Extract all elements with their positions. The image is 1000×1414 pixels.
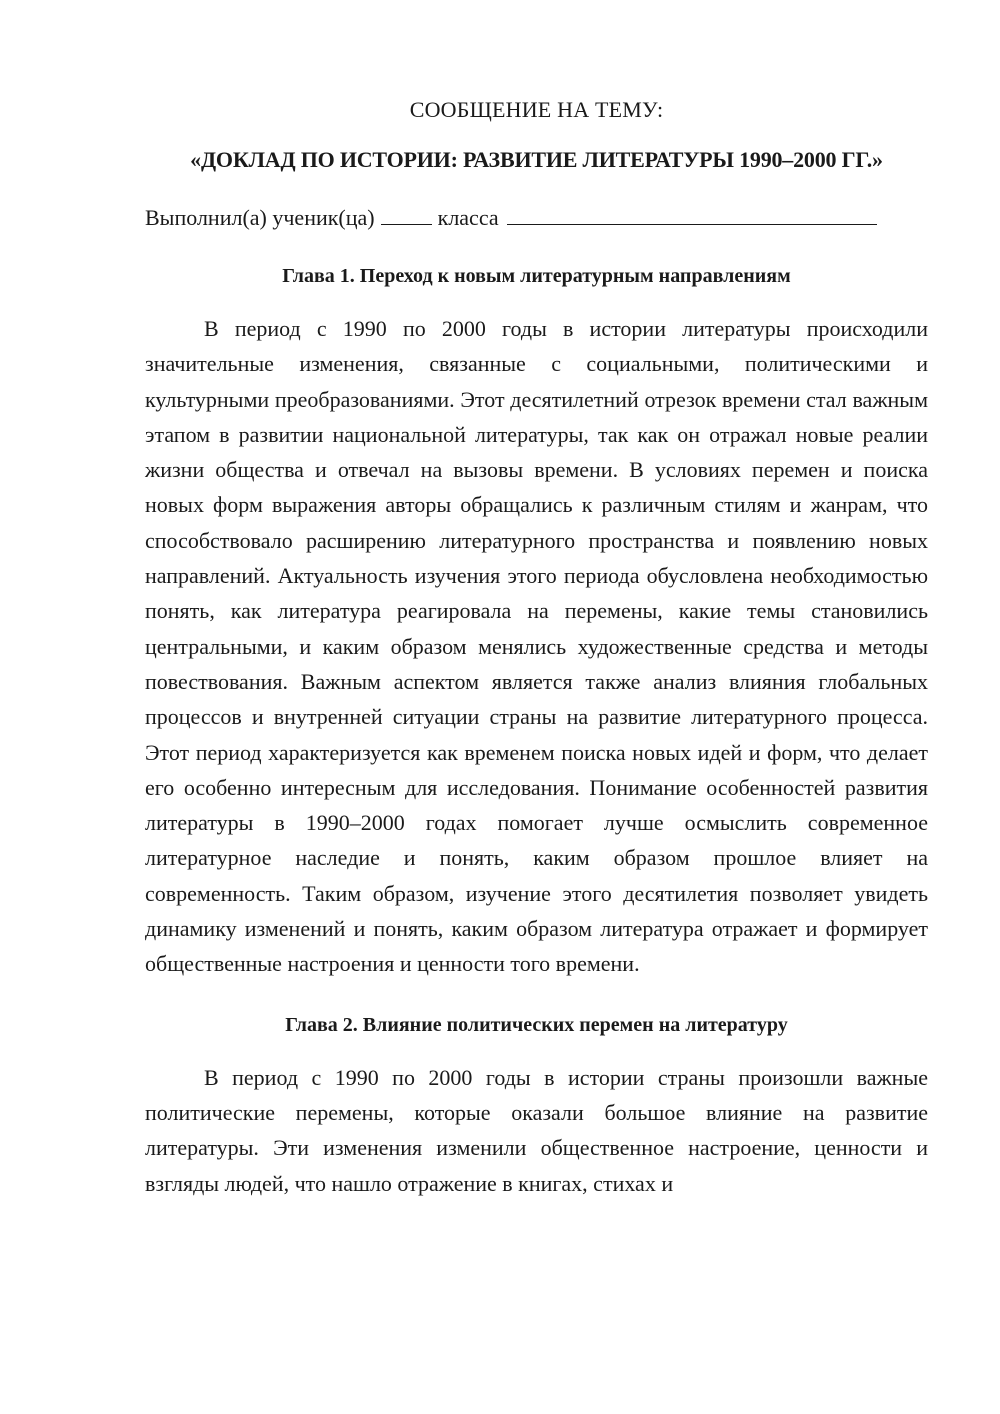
document-title: «ДОКЛАД ПО ИСТОРИИ: РАЗВИТИЕ ЛИТЕРАТУРЫ 1990–2000 ГГ.»	[190, 147, 883, 172]
performer-line	[145, 204, 928, 232]
student-name-blank	[507, 204, 877, 225]
document-heading: СООБЩЕНИЕ НА ТЕМУ:	[409, 97, 664, 122]
performer-prefix: Выполнил(а) ученик(ца)	[145, 205, 375, 230]
chapter-1-text: В период с 1990 по 2000 годы в истории литературы происходили значительные изменения, связанные с социальными, политическими и культурными преобразованиями. Этот десятилетний отрезок времени стал важным этапом в развитии национальной литературы, так как он отражал новые реалии жизни общества и отвечал на вызовы времени. В условиях перемен и поиска новых форм выражения авторы обращались к различным стилям и жанрам, что способствовало расширению литературного пространства и появлению новых направлений. Актуальность изучения этого периода обусловлена необходимостью понять, как литература реагировала на перемены, какие темы становились центральными, и каким образом менялись художественные средства и методы повествования. Важным аспектом является также анализ влияния глобальных процессов и внутренней ситуации страны на развитие литературного процесса. Этот период характеризуется как временем поиска новых идей и форм, что делает его особенно интересным для исследования. Понимание особенностей развития литературы в 1990–2000 годах помогает лучше осмыслить современное литературное наследие и понять, каким образом прошлое влияет на современность. Таким образом, изучение этого десятилетия позволяет увидеть динамику изменений и понять, каким образом литература отражает и формирует общественные настроения и ценности того времени.	[145, 316, 928, 977]
chapter-2-title: Глава 2. Влияние политических перемен на литературу	[285, 1013, 788, 1036]
class-label: класса	[437, 205, 499, 230]
chapter-2-text: В период с 1990 по 2000 годы в истории страны произошли важные политические перемены, которые оказали большое влияние на развитие литературы. Эти изменения изменили общественное настроение, ценности и взгляды людей, что нашло отражение в книгах, стихах и	[145, 1064, 928, 1196]
document-page	[145, 96, 928, 1201]
class-number-blank	[381, 204, 432, 225]
chapter-1-title: Глава 1. Переход к новым литературным направлениям	[282, 265, 791, 287]
